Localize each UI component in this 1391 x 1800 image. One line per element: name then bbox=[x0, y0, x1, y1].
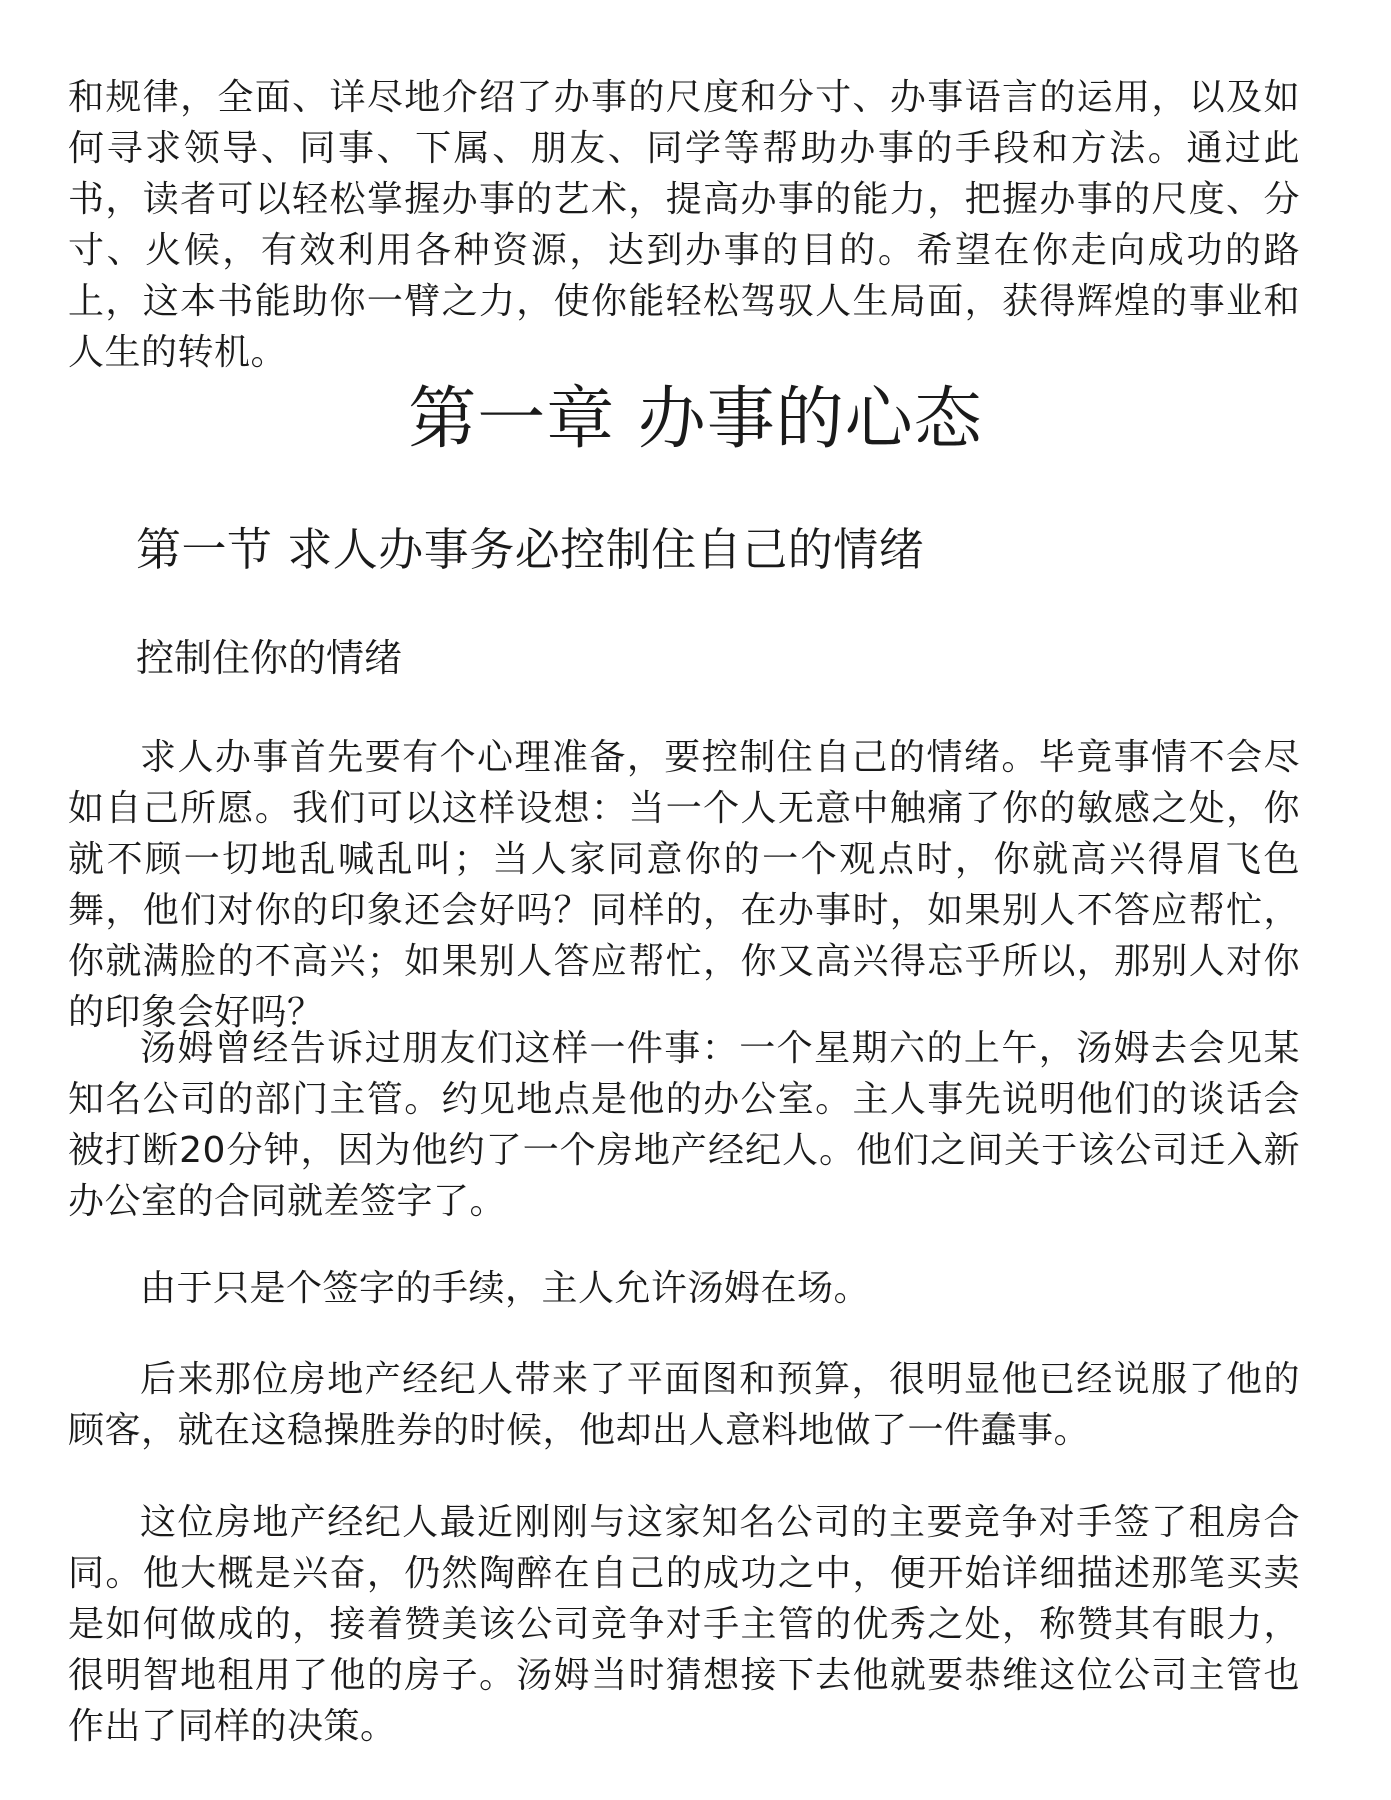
chapter-title: 第一章 办事的心态 bbox=[408, 380, 983, 459]
body-paragraph: 由于只是个签字的手续，主人允许汤姆在场。 bbox=[140, 1268, 871, 1309]
body-paragraph: 这位房地产经纪人最近刚刚与这家知名公司的主要竞争对手签了租房合同。他大概是兴奋，仍然陶醉在自己的成功之中，便开始详细描述那笔买卖是如何做成的，接着赞美该公司竞争对手主管的优秀之处，称赞其有眼力，很明智地租用了他的房子。汤姆当时猜想接下去他就要恭维这位公司主管也作出了同样的决策。 bbox=[68, 1502, 1300, 1747]
body-paragraph: 后来那位房地产经纪人带来了平面图和预算，很明显他已经说服了他的顾客，就在这稳操胜券的时候，他却出人意料地做了一件蠢事。 bbox=[68, 1359, 1300, 1451]
section-title: 第一节 求人办事务必控制住自己的情绪 bbox=[136, 523, 925, 576]
body-paragraph: 求人办事首先要有个心理准备，要控制住自己的情绪。毕竟事情不会尽如自己所愿。我们可以这样设想：当一个人无意中触痛了你的敏感之处，你就不顾一切地乱喊乱叫；当人家同意你的一个观点时，你就高兴得眉飞色舞，他们对你的印象还会好吗？同样的，在办事时，如果别人不答应帮忙，你就满脸的不高兴；如果别人答应帮忙，你又高兴得忘乎所以，那别人对你的印象会好吗？ bbox=[68, 737, 1300, 1033]
body-paragraph: 汤姆曾经告诉过朋友们这样一件事：一个星期六的上午，汤姆去会见某知名公司的部门主管。约见地点是他的办公室。主人事先说明他们的谈话会被打断20分钟，因为他约了一个房地产经纪人。他们之间关于该公司迁入新办公室的合同就差签字了。 bbox=[68, 1028, 1300, 1222]
intro-paragraph: 和规律，全面、详尽地介绍了办事的尺度和分寸、办事语言的运用，以及如何寻求领导、同事、下属、朋友、同学等帮助办事的手段和方法。通过此书，读者可以轻松掌握办事的艺术，提高办事的能力，把握办事的尺度、分寸、火候，有效利用各种资源，达到办事的目的。希望在你走向成功的路上，这本书能助你一臂之力，使你能轻松驾驭人生局面，获得辉煌的事业和人生的转机。 bbox=[68, 77, 1300, 373]
subsection-title: 控制住你的情绪 bbox=[136, 636, 403, 680]
